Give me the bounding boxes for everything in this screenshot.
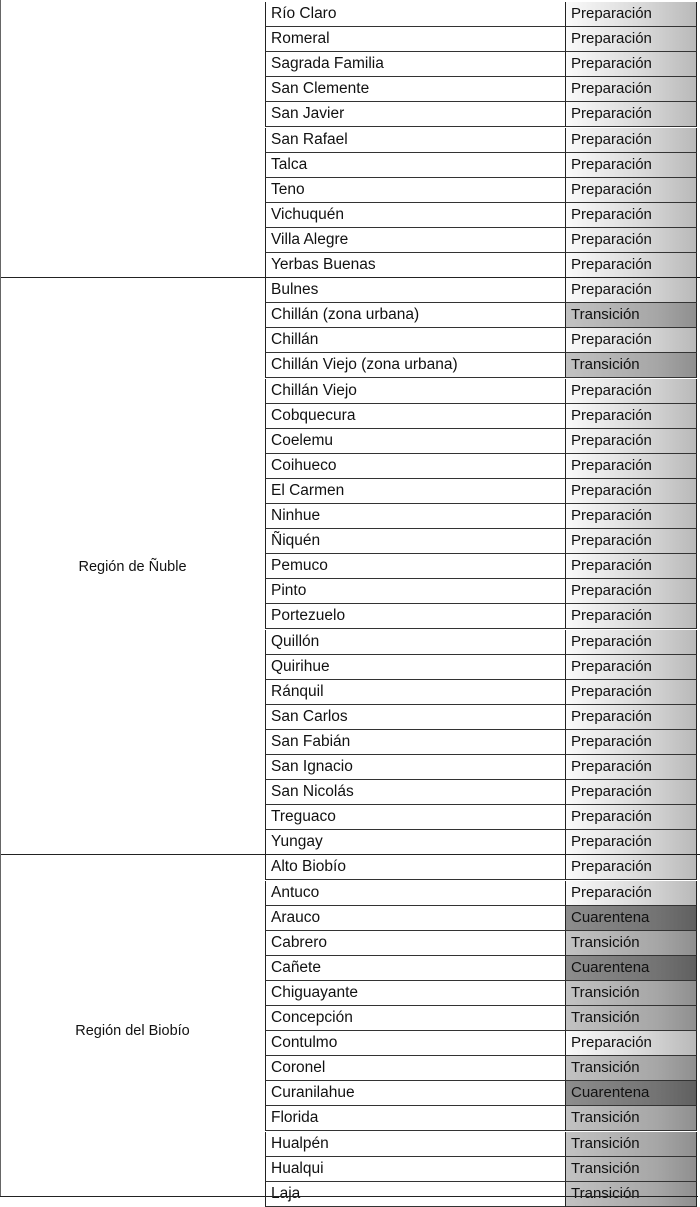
comuna-cell: San Rafael [265,128,565,153]
phase-cell: Preparación [565,278,697,303]
phase-cell: Preparación [565,203,697,228]
comuna-cell: Chillán [265,328,565,353]
table-bottom-border [0,1196,698,1197]
phase-cell: Preparación [565,379,697,404]
comuna-cell: Pemuco [265,554,565,579]
comuna-cell: Cobquecura [265,404,565,429]
phase-cell: Preparación [565,881,697,906]
phase-cell: Transición [565,1182,697,1207]
comuna-cell: Portezuelo [265,604,565,629]
phase-cell: Preparación [565,178,697,203]
phase-cell: Preparación [565,855,697,880]
phase-cell: Preparación [565,604,697,629]
phase-cell: Preparación [565,755,697,780]
phase-cell: Preparación [565,52,697,77]
comuna-cell: Contulmo [265,1031,565,1056]
phase-cell: Preparación [565,805,697,830]
comuna-cell: Bulnes [265,278,565,303]
comuna-cell: San Carlos [265,705,565,730]
comuna-cell: Río Claro [265,2,565,27]
comuna-cell: Hualpén [265,1132,565,1157]
phase-cell: Preparación [565,680,697,705]
comuna-cell: Yungay [265,830,565,855]
phase-cell: Preparación [565,153,697,178]
phase-cell: Cuarentena [565,956,697,981]
comuna-cell: Chillán Viejo [265,379,565,404]
phase-cell: Preparación [565,454,697,479]
comuna-cell: Hualqui [265,1157,565,1182]
comuna-cell: Coihueco [265,454,565,479]
comuna-cell: Quirihue [265,655,565,680]
phase-cell: Preparación [565,504,697,529]
comuna-cell: El Carmen [265,479,565,504]
comuna-cell: Teno [265,178,565,203]
phase-cell: Preparación [565,2,697,27]
phase-cell: Transición [565,1132,697,1157]
phase-cell: Preparación [565,128,697,153]
phase-cell: Transición [565,353,697,378]
comuna-cell: Sagrada Familia [265,52,565,77]
phase-cell: Preparación [565,830,697,855]
phase-cell: Preparación [565,429,697,454]
phase-cell: Preparación [565,780,697,805]
comuna-cell: Ránquil [265,680,565,705]
phase-cell: Preparación [565,579,697,604]
region-name: Región de Ñuble [78,558,187,575]
phase-cell: Preparación [565,1031,697,1056]
phase-cell: Preparación [565,705,697,730]
comuna-cell: Chillán Viejo (zona urbana) [265,353,565,378]
table-left-border [0,0,1,1196]
phase-cell: Transición [565,981,697,1006]
phase-cell: Preparación [565,328,697,353]
comuna-cell: Pinto [265,579,565,604]
region-name: Región del Biobío [75,1023,190,1040]
phase-cell: Preparación [565,228,697,253]
phase-cell: Preparación [565,77,697,102]
phase-cell: Preparación [565,655,697,680]
comuna-cell: Arauco [265,906,565,931]
comuna-cell: San Javier [265,102,565,127]
phase-cell: Preparación [565,730,697,755]
comuna-cell: Concepción [265,1006,565,1031]
phase-cell: Preparación [565,102,697,127]
comuna-cell: San Ignacio [265,755,565,780]
comuna-cell: Florida [265,1106,565,1131]
phase-cell: Cuarentena [565,906,697,931]
comuna-cell: San Fabián [265,730,565,755]
phase-cell: Preparación [565,630,697,655]
comuna-cell: Cañete [265,956,565,981]
comuna-cell: Ninhue [265,504,565,529]
comuna-cell: Coelemu [265,429,565,454]
comuna-cell: Treguaco [265,805,565,830]
comuna-cell: Villa Alegre [265,228,565,253]
comuna-cell: San Clemente [265,77,565,102]
phase-cell: Transición [565,1006,697,1031]
phase-cell: Transición [565,931,697,956]
phase-cell: Preparación [565,404,697,429]
comuna-cell: Talca [265,153,565,178]
phase-cell: Transición [565,1106,697,1131]
phase-cell: Preparación [565,27,697,52]
comuna-cell: Yerbas Buenas [265,253,565,278]
comuna-cell: Chiguayante [265,981,565,1006]
comuna-cell: Quillón [265,630,565,655]
phase-cell: Cuarentena [565,1081,697,1106]
comuna-cell: San Nicolás [265,780,565,805]
comuna-cell: Coronel [265,1056,565,1081]
comuna-cell: Antuco [265,881,565,906]
comuna-cell: Cabrero [265,931,565,956]
comuna-cell: Laja [265,1182,565,1207]
phase-cell: Preparación [565,529,697,554]
comuna-cell: Alto Biobío [265,855,565,880]
phase-cell: Preparación [565,253,697,278]
comuna-cell: Vichuquén [265,203,565,228]
phase-cell: Transición [565,1056,697,1081]
comuna-cell: Romeral [265,27,565,52]
comuna-cell: Ñiquén [265,529,565,554]
phase-cell: Transición [565,1157,697,1182]
phase-cell: Preparación [565,479,697,504]
phase-cell: Preparación [565,554,697,579]
phase-cell: Transición [565,303,697,328]
comuna-cell: Chillán (zona urbana) [265,303,565,328]
comuna-cell: Curanilahue [265,1081,565,1106]
